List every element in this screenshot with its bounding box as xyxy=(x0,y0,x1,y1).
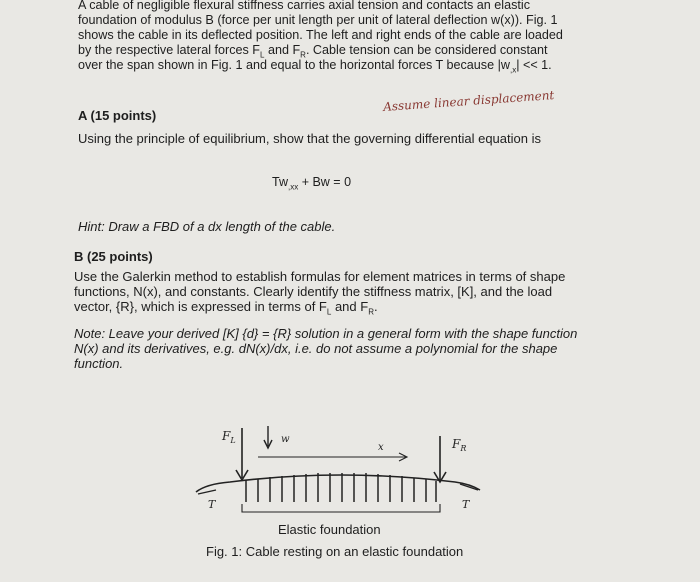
intro-line-5: over the span shown in Fig. 1 and equal to the horizontal forces T because $|w_{,x}| << 1$. xyxy=(78,58,552,75)
label-fl: $F_L$ xyxy=(222,429,236,445)
part-b-line-2: functions, N(x), and constants. Clearly identify the stiffness matrix, [K], and the load xyxy=(74,284,553,299)
tension-arrow-left xyxy=(198,490,216,494)
figure-caption: Fig. 1: Cable resting on an elastic foundation xyxy=(206,544,464,559)
part-b-line-1: Use the Galerkin method to establish formulas for element matrices in terms of shape xyxy=(74,269,566,284)
left-force-arrow xyxy=(236,428,248,480)
part-b-line-3: vector, {R}, which is expressed in terms of $F_L$ and $F_R$. xyxy=(74,299,378,317)
intro-line-4: by the respective lateral forces $F_L$ and $F_R$. Cable tension can be considered constant xyxy=(78,43,548,60)
label-x: x xyxy=(378,442,384,453)
part-a-text: Using the principle of equilibrium, show that the governing differential equation is xyxy=(78,131,541,146)
part-b-note-line-3: function. xyxy=(74,356,124,371)
handwritten-annotation: Assume linear displacement xyxy=(382,88,555,114)
label-w: w xyxy=(281,434,290,445)
part-b-note-line-2: N(x) and its derivatives, e.g. dN(x)/dx, i.e. do not assume a polynomial for the shape xyxy=(74,341,558,356)
governing-equation: $Tw_{,xx} + Bw = 0$ xyxy=(272,175,352,192)
intro-line-2: foundation of modulus B (force per unit length per unit of lateral deflection w(x)). Fig. 1 xyxy=(78,13,558,27)
foundation-bracket xyxy=(242,504,440,512)
foundation-label: Elastic foundation xyxy=(278,522,381,537)
load-w-arrow xyxy=(264,426,272,448)
intro-line-3: shows the cable in its deflected position. The left and right ends of the cable are loaded xyxy=(78,28,563,42)
label-fr: $F_R$ xyxy=(452,437,467,453)
label-t-left: T xyxy=(208,498,216,511)
figure-cable-diagram xyxy=(0,420,700,582)
part-b-note-line-1: Note: Leave your derived [K] {d} = {R} solution in a general form with the shape function xyxy=(74,326,578,341)
label-t-right: T xyxy=(462,498,470,511)
intro-line-1: A cable of negligible flexural stiffness carries axial tension and contacts an elastic xyxy=(78,0,530,12)
part-a-heading: A (15 points) xyxy=(78,108,157,123)
part-a-hint: Hint: Draw a FBD of a dx length of the cable. xyxy=(78,219,336,234)
part-b-heading: B (25 points) xyxy=(74,249,153,264)
right-force-arrow xyxy=(434,436,446,482)
